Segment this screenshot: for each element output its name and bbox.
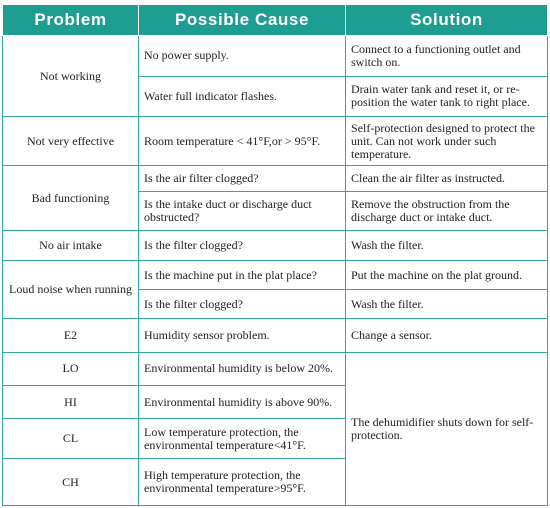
table-row bbox=[3, 319, 548, 352]
solution-cell: Drain water tank and reset it, or re-position the water tank to right place. bbox=[346, 76, 548, 117]
solution-cell: Wash the filter. bbox=[346, 230, 548, 260]
cause-cell: Is the filter clogged? bbox=[139, 290, 346, 319]
cause-cell: Is the machine put in the plat place? bbox=[139, 261, 346, 290]
table-row bbox=[3, 36, 548, 77]
problem-cell: E2 bbox=[3, 319, 139, 352]
table-row bbox=[3, 261, 548, 290]
cause-cell: Environmental humidity is above 90%. bbox=[139, 386, 346, 419]
solution-cell: Self-protection designed to protect the unit. Can not work under such temperature. bbox=[346, 117, 548, 166]
header-solution: Solution bbox=[346, 5, 548, 36]
table-row bbox=[3, 166, 548, 192]
cause-cell: Water full indicator flashes. bbox=[139, 76, 346, 117]
problem-cell: HI bbox=[3, 386, 139, 419]
cause-cell: No power supply. bbox=[139, 36, 346, 77]
solution-cell: Wash the filter. bbox=[346, 290, 548, 319]
cause-cell: Low temperature protection, the environmental temperature<41°F. bbox=[139, 419, 346, 459]
solution-cell: Connect to a functioning outlet and switch on. bbox=[346, 36, 548, 77]
problem-cell: Not very effective bbox=[3, 117, 139, 166]
cause-cell: Is the intake duct or discharge duct obstructed? bbox=[139, 192, 346, 231]
cause-cell: Is the air filter clogged? bbox=[139, 166, 346, 192]
problem-cell: LO bbox=[3, 352, 139, 385]
problem-cell: Not working bbox=[3, 36, 139, 117]
problem-cell: No air intake bbox=[3, 230, 139, 260]
solution-cell: Put the machine on the plat ground. bbox=[346, 261, 548, 290]
table-header-row bbox=[3, 5, 548, 36]
header-problem: Problem bbox=[3, 5, 139, 36]
table-row bbox=[3, 117, 548, 166]
cause-cell: Environmental humidity is below 20%. bbox=[139, 352, 346, 385]
header-possible-cause: Possible Cause bbox=[139, 5, 346, 36]
solution-cell: The dehumidifier shuts down for self- protection. bbox=[346, 352, 548, 505]
table-row bbox=[3, 230, 548, 260]
troubleshooting-table bbox=[2, 4, 548, 506]
solution-cell: Clean the air filter as instructed. bbox=[346, 166, 548, 192]
problem-cell: Loud noise when running bbox=[3, 261, 139, 319]
table-row bbox=[3, 352, 548, 385]
solution-cell: Change a sensor. bbox=[346, 319, 548, 352]
solution-cell: Remove the obstruction from the discharge duct or intake duct. bbox=[346, 192, 548, 231]
cause-cell: Room temperature < 41°F,or > 95°F. bbox=[139, 117, 346, 166]
cause-cell: Humidity sensor problem. bbox=[139, 319, 346, 352]
cause-cell: High temperature protection, the environmental temperature>95°F. bbox=[139, 459, 346, 506]
problem-cell: Bad functioning bbox=[3, 166, 139, 231]
cause-cell: Is the filter clogged? bbox=[139, 230, 346, 260]
problem-cell: CH bbox=[3, 459, 139, 506]
problem-cell: CL bbox=[3, 419, 139, 459]
